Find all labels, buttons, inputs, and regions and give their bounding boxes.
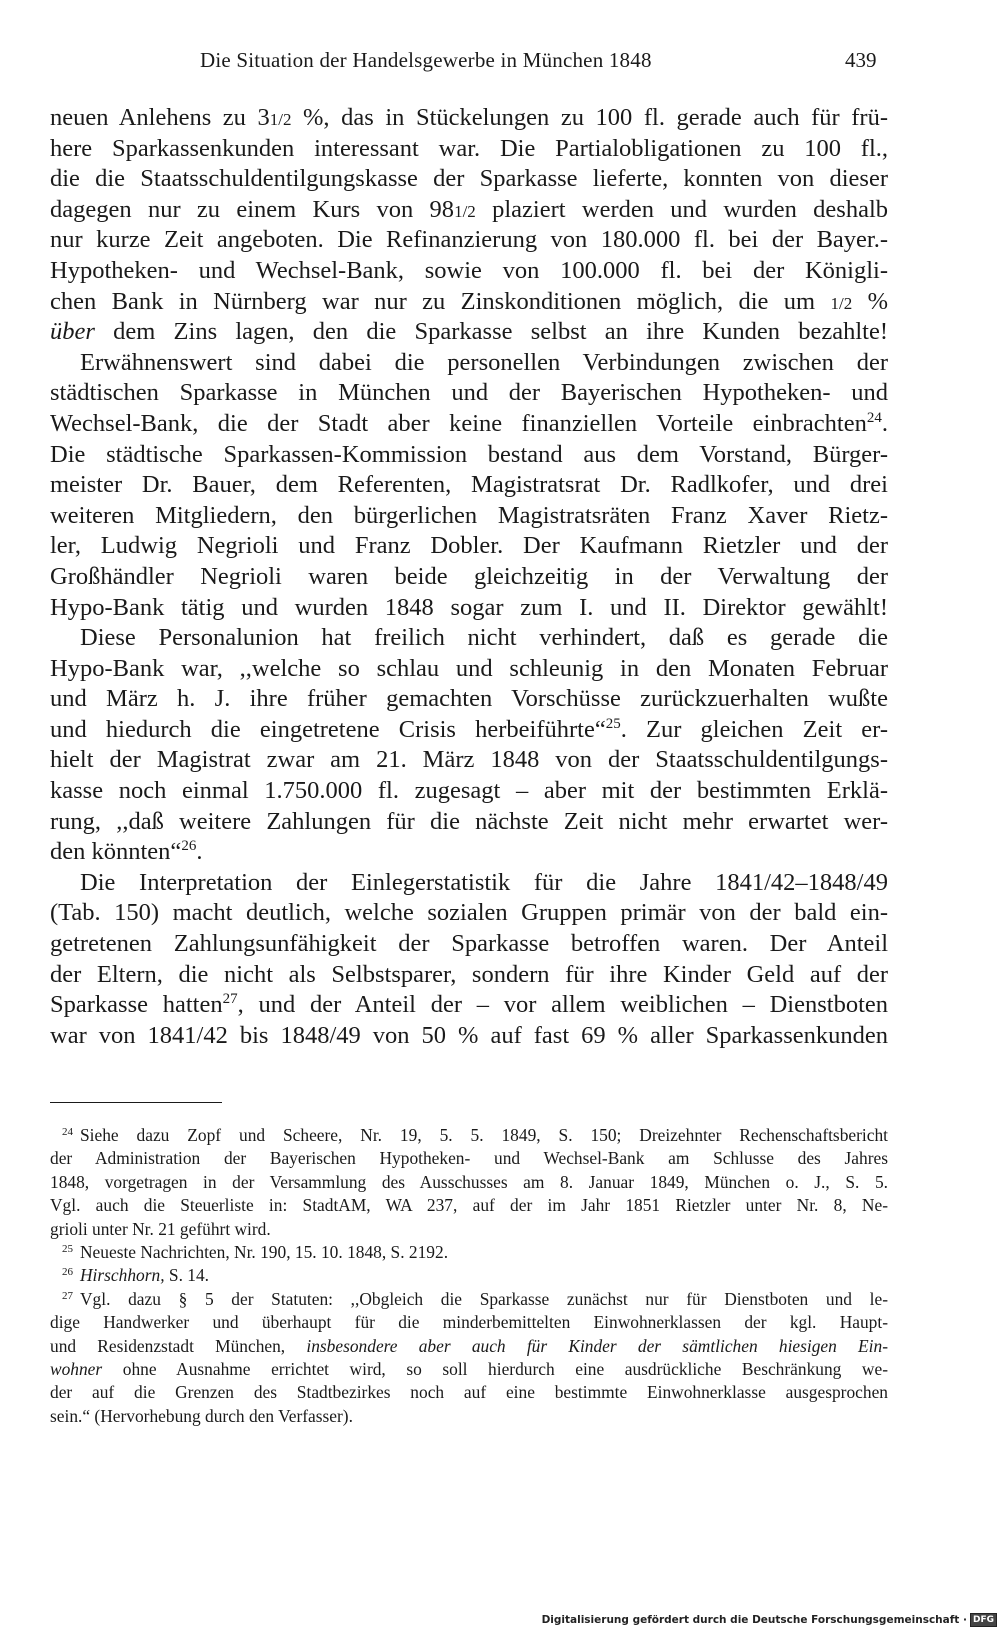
text-run: neuen Anlehens zu 3 [50,104,270,131]
italic-text: Hirschhorn, [80,1265,165,1286]
text-run: Großhändler Negrioli waren beide gleichzeitig in der Verwaltung der [50,562,888,590]
text-run: Die Interpretation der Einlegerstatistik für die Jahre 1841/42–1848/49 [80,868,888,896]
text-run: Hypo-Bank war, ,,welche so schlau und schleunig in den Monaten Februar [50,654,888,682]
text-line [50,837,888,868]
text-run: weiteren Mitgliedern, den bürgerlichen Magistratsräten Franz Xaver Rietz- [50,501,888,529]
text-line [50,409,888,440]
text-run: dagegen nur zu einem Kurs von 98 [50,195,455,223]
footnote-line [50,1405,888,1428]
footnote-reference: 24 [866,409,882,426]
text-run: ohne Ausnahme errichtet wird, so soll hierdurch eine ausdrückliche Beschränkung we- [102,1358,888,1379]
text-line [50,134,888,165]
footnote-line: 24 Siehe dazu Zopf und Scheere, Nr. 19, 5. 5. 1849, S. 150; Dreizehnter Rechenschaftsbericht [62,1125,888,1145]
text-run: ler, Ludwig Negrioli und Franz Dobler. Der Kaufmann Rietzler und der [50,532,888,560]
text-line [50,960,888,991]
text-run: meister Dr. Bauer, dem Referenten, Magistratsrat Dr. Radlkofer, und drei [50,471,888,499]
text-run: , und der Anteil der – vor allem weiblichen – Dienstboten [237,991,888,1019]
text-run: . [196,838,203,866]
footnotes [50,1124,888,1428]
text-run: die die Staatsschuldentilgungskasse der Sparkasse lieferte, konnten von dieser [50,165,888,193]
text-run: getretenen Zahlungsunfähigkeit der Sparkasse betroffen waren. Der Anteil [50,930,888,958]
text-line [50,623,888,654]
text-line [50,684,888,715]
footnote-line [50,1218,888,1241]
text-line [50,990,888,1021]
text-run: %, das in Stückelungen zu 100 fl. gerade auch für frü- [291,104,888,131]
footnote-line [50,1358,888,1381]
text-run: der Eltern, die nicht als Selbstsparer, sondern für ihre Kinder Geld auf der [50,960,888,988]
text-run: den könnten“ [50,838,182,866]
footnote-line: 25 Neueste Nachrichten, Nr. 190, 15. 10. 1848, S. 2192. [62,1241,449,1262]
text-run: Siehe dazu Zopf und Scheere, Nr. 19, 5. 5. 1849, S. 150; Dreizehnter Rechenschaftsbericht [80,1125,888,1145]
text-run: here Sparkassenkunden interessant war. Die Partialobligationen zu 100 fl., [50,134,888,162]
digitization-credit [541,1612,997,1628]
text-line [50,440,888,471]
text-run: städtischen Sparkasse in München und der Bayerischen Hypotheken- und [50,379,888,407]
text-line [50,287,888,318]
text-run: der Administration der Bayerischen Hypotheken- und Wechsel-Bank am Schlusse des Jahres [50,1148,888,1169]
text-run: S. 14. [164,1265,209,1286]
text-run: . [881,409,888,437]
text-run: % [852,287,888,315]
credit-text: Digitalisierung gefördert durch die Deutsche Forschungsgemeinschaft · [541,1614,967,1626]
text-run: und Residenzstadt München, [50,1335,307,1356]
footnote-divider [50,1102,222,1103]
text-run: sein.“ (Hervorhebung durch den Verfasser). [50,1405,353,1426]
text-line [50,195,888,226]
text-run: Vgl. auch die Steuerliste in: StadtAM, WA 237, auf der im Jahr 1851 Rietzler unter Nr. 8, Ne- [50,1195,888,1216]
text-line [50,1021,888,1052]
text-run: Vgl. dazu § 5 der Statuten: ,,Obgleich die Sparkasse zunächst nur für Dienstboten und le- [80,1288,888,1309]
text-run: und März h. J. ihre früher gemachten Vorschüsse zurückzuerhalten wußte [50,685,888,713]
text-line [50,868,888,899]
text-run: (Tab. 150) macht deutlich, welche sozialen Gruppen primär von der bald ein- [50,899,888,927]
text-line [50,164,888,195]
fraction: 1/2 [269,110,292,129]
italic-text: über [50,318,95,346]
footnote-line [50,1147,888,1170]
text-line [50,898,888,929]
text-line [50,470,888,501]
footnote-line [50,1194,888,1217]
text-line [50,501,888,532]
text-run: Erwähnenswert sind dabei die personellen Verbindungen zwischen der [80,348,888,376]
text-line [50,776,888,807]
text-run: . Zur gleichen Zeit er- [620,715,889,743]
text-line [50,225,888,256]
text-line [50,807,888,838]
text-run: Sparkasse hatten [50,991,223,1019]
text-run: kasse noch einmal 1.750.000 fl. zugesagt – aber mit der bestimmten Erklä- [50,777,888,805]
text-line [50,531,888,562]
text-line [50,103,888,134]
footnote-line [50,1311,888,1334]
footnote-line: 27 Vgl. dazu § 5 der Statuten: ,,Obgleich die Sparkasse zunächst nur für Dienstboten und le- [62,1288,888,1309]
page-number: 439 [845,48,877,72]
text-run: dem Zins lagen, den die Sparkasse selbst an ihre Kunden bezahlte! [94,318,888,346]
footnote-reference: 26 [181,838,197,855]
text-run: chen Bank in Nürnberg war nur zu Zinskonditionen möglich, die um [50,287,831,315]
text-run: 1848, vorgetragen in der Versammlung des Ausschusses am 8. Januar 1849, München o. J., S. 5. [50,1171,888,1192]
text-run: Die städtische Sparkassen-Kommission bestand aus dem Vorstand, Bürger- [50,440,888,468]
italic-text: wohner [50,1358,103,1379]
footnote-reference: 25 [605,715,621,732]
text-run: Neueste Nachrichten, Nr. 190, 15. 10. 1848, S. 2192. [80,1241,449,1262]
text-line [50,745,888,776]
fraction: 1/2 [454,201,476,221]
text-run: war von 1841/42 bis 1848/49 von 50 % auf fast 69 % aller Sparkassenkunden [50,1021,888,1049]
text-run: Diese Personalunion hat freilich nicht verhindert, daß es gerade die [80,624,888,652]
text-run: Hypotheken- und Wechsel-Bank, sowie von 100.000 fl. bei der Königli- [50,256,888,284]
footnote-line [50,1335,888,1358]
text-line [50,256,888,287]
footnote-line: 26 Hirschhorn, S. 14. [62,1265,209,1286]
text-line [50,317,888,348]
running-head: Die Situation der Handelsgewerbe in München 1848 [200,48,652,72]
footnote-line [50,1381,888,1404]
text-run: plaziert werden und wurden deshalb [475,195,888,223]
text-run: hielt der Magistrat zwar am 21. März 1848 von der Staatsschuldentilgungs- [50,746,888,774]
italic-text: insbesondere aber auch für Kinder der sämtlichen hiesigen Ein- [306,1335,888,1356]
body-text [50,103,888,1051]
text-line [50,593,888,624]
text-line [50,562,888,593]
text-run: Wechsel-Bank, die der Stadt aber keine finanziellen Vorteile einbrachten [50,409,867,437]
footnote-reference: 27 [222,991,238,1008]
text-run: nur kurze Zeit angeboten. Die Refinanzierung von 180.000 fl. bei der Bayer.- [50,226,888,254]
text-run: und hiedurch die eingetretene Crisis herbeiführte“ [50,715,606,743]
text-line [50,715,888,746]
dfg-logo: DFG [970,1613,997,1627]
text-run: der auf die Grenzen des Stadtbezirkes noch auf eine bestimmte Einwohnerklasse ausgesprochen [50,1382,888,1403]
text-run: grioli unter Nr. 21 geführt wird. [50,1218,271,1239]
footnote-line [50,1171,888,1194]
text-run: dige Handwerker und überhaupt für die minderbemittelten Einwohnerklassen der kgl. Haupt- [50,1312,888,1333]
text-line [50,929,888,960]
text-line [50,348,888,379]
text-run: Hypo-Bank tätig und wurden 1848 sogar zum I. und II. Direktor gewählt! [50,593,888,621]
text-run: rung, ,,daß weitere Zahlungen für die nächste Zeit nicht mehr erwartet wer- [50,807,888,835]
fraction: 1/2 [830,293,853,313]
text-line [50,378,888,409]
text-line [50,654,888,685]
